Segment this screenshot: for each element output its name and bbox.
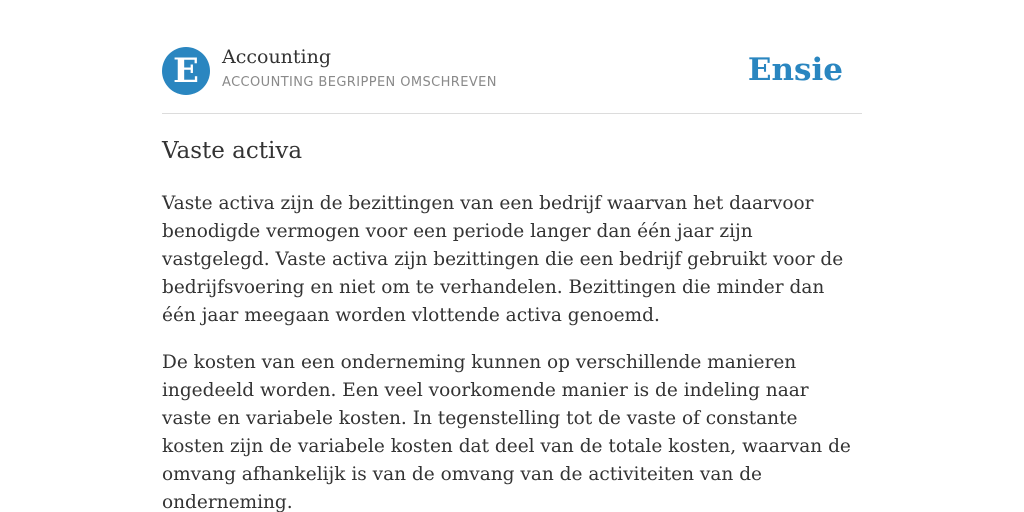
header-divider (162, 113, 862, 114)
ensie-logo-icon[interactable] (162, 47, 210, 95)
article-paragraph: De kosten van een onderneming kunnen op verschillende manieren ingedeeld worden. Een veel voorkomende manier is de indeling naar vaste en variabele kosten. In tegenstelling tot de vaste of constante kosten zijn de variabele kosten dat deel van de totale kosten, waarvan de omvang afhankelijk is van de omvang van de activiteiten van de onderneming. (162, 352, 851, 512)
site-subtitle: ACCOUNTING BEGRIPPEN OMSCHREVEN (222, 75, 497, 90)
brand-logo[interactable]: Ensie (747, 52, 843, 88)
site-header (162, 46, 862, 96)
article-paragraph: Vaste activa zijn de bezittingen van een bedrijf waarvan het daarvoor benodigde vermogen voor een periode langer dan één jaar zijn vastgelegd. Vaste activa zijn bezittingen die een bedrijf gebruikt voor de bedrijfsvoering en niet om te verhandelen. Bezittingen die minder dan één jaar meegaan worden vlottende activa genoemd. (162, 193, 844, 326)
logo-letter: E (173, 50, 199, 91)
article-body (162, 190, 862, 512)
site-title[interactable]: Accounting (222, 46, 332, 68)
page-title: Vaste activa (162, 138, 303, 164)
